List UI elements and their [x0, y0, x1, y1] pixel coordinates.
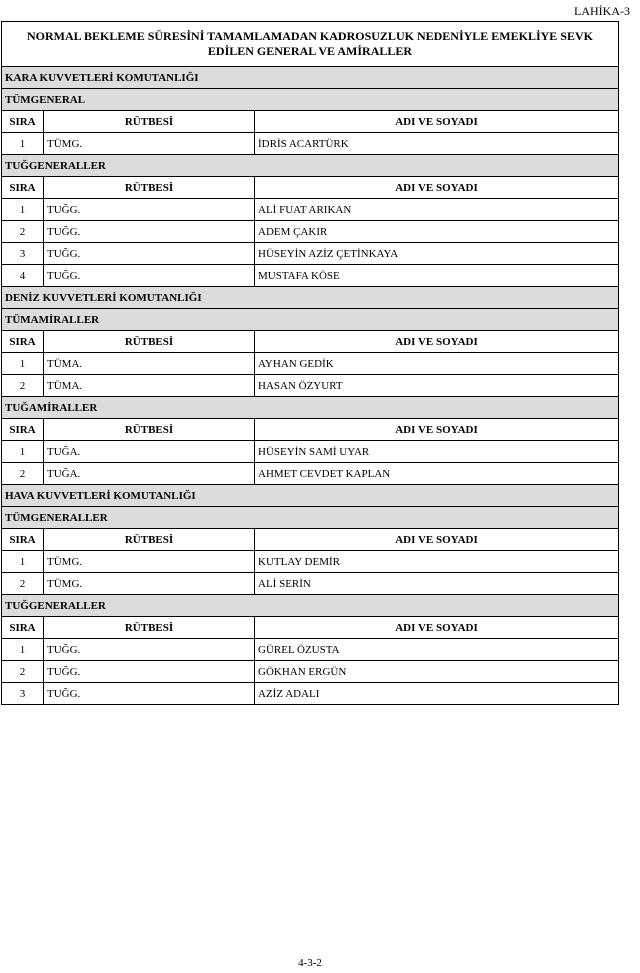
cell-name: HÜSEYİN SAMİ UYAR	[255, 441, 619, 463]
cell-rank: TÜMA.	[44, 375, 255, 397]
group-header-row	[2, 595, 619, 617]
cell-name: İDRİS ACARTÜRK	[255, 133, 619, 155]
column-header-no: SIRA	[2, 529, 44, 551]
column-header-row	[2, 529, 619, 551]
column-header-rank: RÜTBESİ	[44, 111, 255, 133]
table-row	[2, 353, 619, 375]
group-header-row	[2, 507, 619, 529]
section-title: DENİZ KUVVETLERİ KOMUTANLIĞI	[2, 287, 619, 309]
group-title: TUĞGENERALLER	[2, 595, 619, 617]
table-row	[2, 573, 619, 595]
column-header-name: ADI VE SOYADI	[255, 529, 619, 551]
cell-no: 3	[2, 243, 44, 265]
section-header-row	[2, 67, 619, 89]
document-title: NORMAL BEKLEME SÜRESİNİ TAMAMLAMADAN KADROSUZLUK NEDENİYLE EMEKLİYE SEVK EDİLEN GENERAL VE AMİRALLER	[2, 22, 619, 67]
cell-name: AHMET CEVDET KAPLAN	[255, 463, 619, 485]
table-row	[2, 683, 619, 705]
column-header-row	[2, 177, 619, 199]
table-row	[2, 199, 619, 221]
title-row	[2, 22, 619, 67]
group-title: TUĞGENERALLER	[2, 155, 619, 177]
cell-rank: TUĞG.	[44, 661, 255, 683]
cell-name: MUSTAFA KÖSE	[255, 265, 619, 287]
cell-name: ALİ FUAT ARIKAN	[255, 199, 619, 221]
cell-no: 1	[2, 133, 44, 155]
column-header-rank: RÜTBESİ	[44, 529, 255, 551]
group-title: TÜMAMİRALLER	[2, 309, 619, 331]
column-header-name: ADI VE SOYADI	[255, 617, 619, 639]
cell-rank: TUĞA.	[44, 463, 255, 485]
section-header-row	[2, 485, 619, 507]
section-title: KARA KUVVETLERİ KOMUTANLIĞI	[2, 67, 619, 89]
cell-rank: TUĞG.	[44, 265, 255, 287]
column-header-no: SIRA	[2, 419, 44, 441]
cell-name: HÜSEYİN AZİZ ÇETİNKAYA	[255, 243, 619, 265]
column-header-rank: RÜTBESİ	[44, 617, 255, 639]
group-title: TÜMGENERALLER	[2, 507, 619, 529]
column-header-row	[2, 331, 619, 353]
generals-admirals-table	[1, 21, 619, 705]
cell-no: 2	[2, 573, 44, 595]
column-header-rank: RÜTBESİ	[44, 419, 255, 441]
cell-no: 4	[2, 265, 44, 287]
cell-name: KUTLAY DEMİR	[255, 551, 619, 573]
cell-rank: TUĞG.	[44, 243, 255, 265]
group-header-row	[2, 89, 619, 111]
table-body	[2, 22, 619, 705]
column-header-row	[2, 617, 619, 639]
cell-rank: TUĞA.	[44, 441, 255, 463]
cell-rank: TUĞG.	[44, 221, 255, 243]
group-title: TUĞAMİRALLER	[2, 397, 619, 419]
column-header-name: ADI VE SOYADI	[255, 111, 619, 133]
cell-rank: TÜMG.	[44, 133, 255, 155]
column-header-name: ADI VE SOYADI	[255, 177, 619, 199]
table-row	[2, 265, 619, 287]
group-header-row	[2, 155, 619, 177]
cell-no: 2	[2, 375, 44, 397]
table-row	[2, 133, 619, 155]
column-header-rank: RÜTBESİ	[44, 177, 255, 199]
page-number: 4-3-2	[298, 957, 322, 969]
section-header-row	[2, 287, 619, 309]
column-header-rank: RÜTBESİ	[44, 331, 255, 353]
section-title: HAVA KUVVETLERİ KOMUTANLIĞI	[2, 485, 619, 507]
column-header-no: SIRA	[2, 331, 44, 353]
cell-name: ALİ SERİN	[255, 573, 619, 595]
cell-rank: TÜMA.	[44, 353, 255, 375]
cell-name: ADEM ÇAKIR	[255, 221, 619, 243]
cell-no: 2	[2, 661, 44, 683]
cell-no: 1	[2, 441, 44, 463]
table-row	[2, 661, 619, 683]
cell-no: 1	[2, 639, 44, 661]
table-row	[2, 463, 619, 485]
cell-no: 3	[2, 683, 44, 705]
table-row	[2, 639, 619, 661]
column-header-row	[2, 111, 619, 133]
cell-name: AZİZ ADALI	[255, 683, 619, 705]
column-header-name: ADI VE SOYADI	[255, 331, 619, 353]
cell-no: 2	[2, 221, 44, 243]
cell-name: GÜREL ÖZUSTA	[255, 639, 619, 661]
column-header-no: SIRA	[2, 617, 44, 639]
cell-no: 1	[2, 353, 44, 375]
group-header-row	[2, 309, 619, 331]
column-header-row	[2, 419, 619, 441]
cell-rank: TÜMG.	[44, 573, 255, 595]
cell-name: AYHAN GEDİK	[255, 353, 619, 375]
cell-name: HASAN ÖZYURT	[255, 375, 619, 397]
cell-no: 1	[2, 551, 44, 573]
table-row	[2, 221, 619, 243]
table-row	[2, 551, 619, 573]
table-row	[2, 243, 619, 265]
column-header-no: SIRA	[2, 177, 44, 199]
cell-rank: TUĞG.	[44, 683, 255, 705]
cell-rank: TUĞG.	[44, 199, 255, 221]
cell-rank: TÜMG.	[44, 551, 255, 573]
column-header-no: SIRA	[2, 111, 44, 133]
table-row	[2, 375, 619, 397]
column-header-name: ADI VE SOYADI	[255, 419, 619, 441]
annex-label: LAHİKA-3	[574, 4, 630, 18]
table-row	[2, 441, 619, 463]
cell-no: 1	[2, 199, 44, 221]
cell-name: GÖKHAN ERGÜN	[255, 661, 619, 683]
cell-rank: TUĞG.	[44, 639, 255, 661]
group-header-row	[2, 397, 619, 419]
cell-no: 2	[2, 463, 44, 485]
group-title: TÜMGENERAL	[2, 89, 619, 111]
